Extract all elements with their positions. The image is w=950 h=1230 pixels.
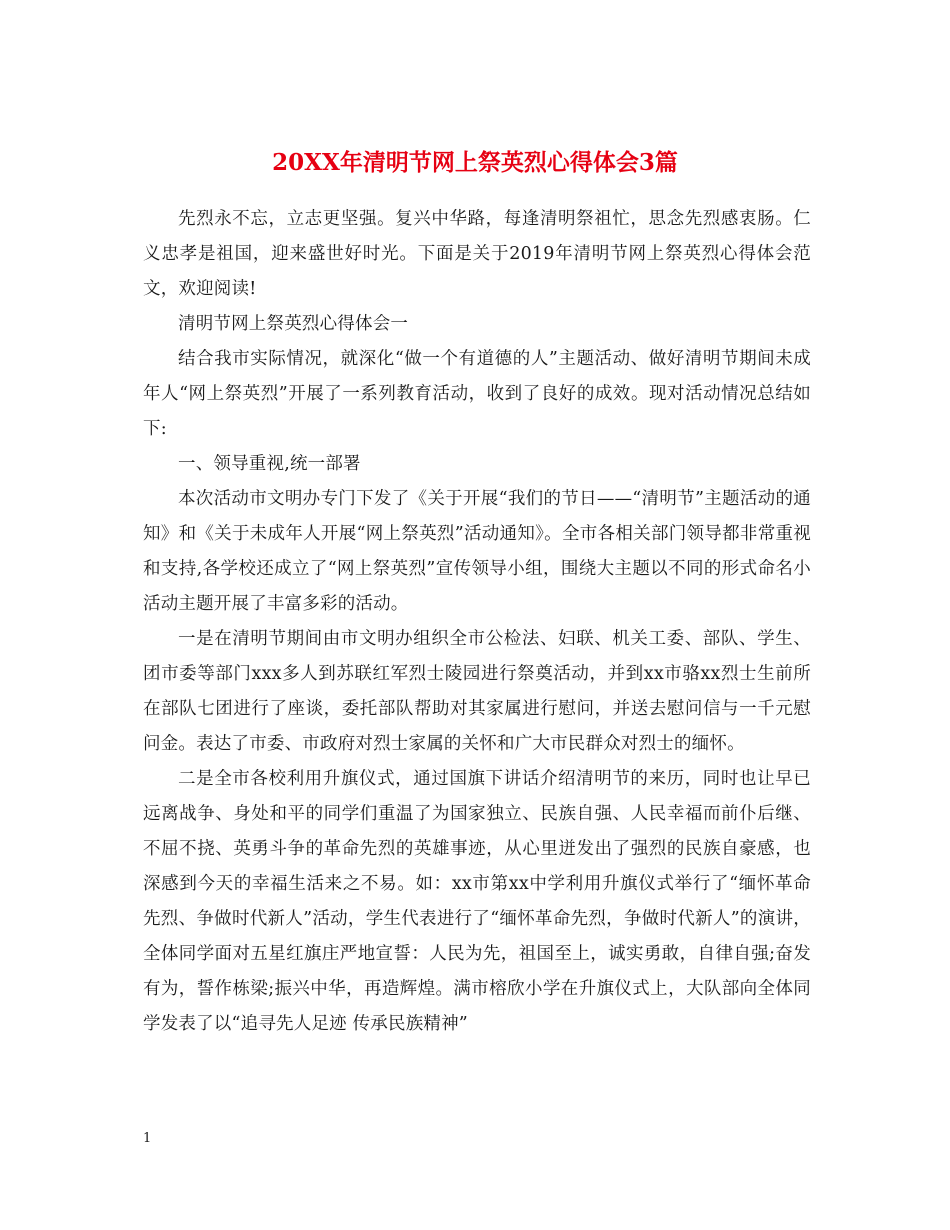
document-title: 20XX年清明节网上祭英烈心得体会3篇 [272,149,678,177]
page-number: 1 [143,1131,152,1146]
body-paragraph: 先烈永不忘，立志更坚强。复兴中华路，每逢清明祭祖忙，思念先烈感衷肠。仁义忠孝是祖国，迎来盛世好时光。下面是关于2019年清明节网上祭英烈心得体会范文，欢迎阅读! [143,209,811,299]
body-paragraph: 结合我市实际情况，就深化“做一个有道德的人”主题活动、做好清明节期间未成年人“网上祭英烈”开展了一系列教育活动，收到了良好的成效。现对活动情况总结如下: [143,349,811,439]
body-paragraph: 本次活动市文明办专门下发了《关于开展“我们的节日——“清明节”主题活动的通知》和《关于未成年人开展“网上祭英烈”活动通知》。全市各相关部门领导都非常重视和支持,各学校还成立了“网上祭英烈”宣传领导小组，围绕大主题以不同的形式命名小活动主题开展了丰富多彩的活动。 [143,489,811,614]
section-heading: 清明节网上祭英烈心得体会一 [178,314,409,334]
section-heading: 一、领导重视,统一部署 [178,454,361,474]
document-body [143,202,811,1042]
body-paragraph: 一是在清明节期间由市文明办组织全市公检法、妇联、机关工委、部队、学生、团市委等部门xxx多人到苏联红军烈士陵园进行祭奠活动，并到xx市骆xx烈士生前所在部队七团进行了座谈，委托部队帮助对其家属进行慰问，并送去慰问信与一千元慰问金。表达了市委、市政府对烈士家属的关怀和广大市民群众对烈士的缅怀。 [143,629,811,754]
body-paragraph: 二是全市各校利用升旗仪式，通过国旗下讲话介绍清明节的来历，同时也让早已远离战争、身处和平的同学们重温了为国家独立、民族自强、人民幸福而前仆后继、不屈不挠、英勇斗争的革命先烈的英雄事迹，从心里迸发出了强烈的民族自豪感，也深感到今天的幸福生活来之不易。如：xx市第xx中学利用升旗仪式举行了“缅怀革命先烈、争做时代新人”活动，学生代表进行了“缅怀革命先烈，争做时代新人”的演讲，全体同学面对五星红旗庄严地宣誓：人民为先，祖国至上，诚实勇敢，自律自强;奋发有为，誓作栋梁;振兴中华，再造辉煌。满市榕欣小学在升旗仪式上，大队部向全体同学发表了以“追寻先人足迹 传承民族精神” [143,769,811,1034]
